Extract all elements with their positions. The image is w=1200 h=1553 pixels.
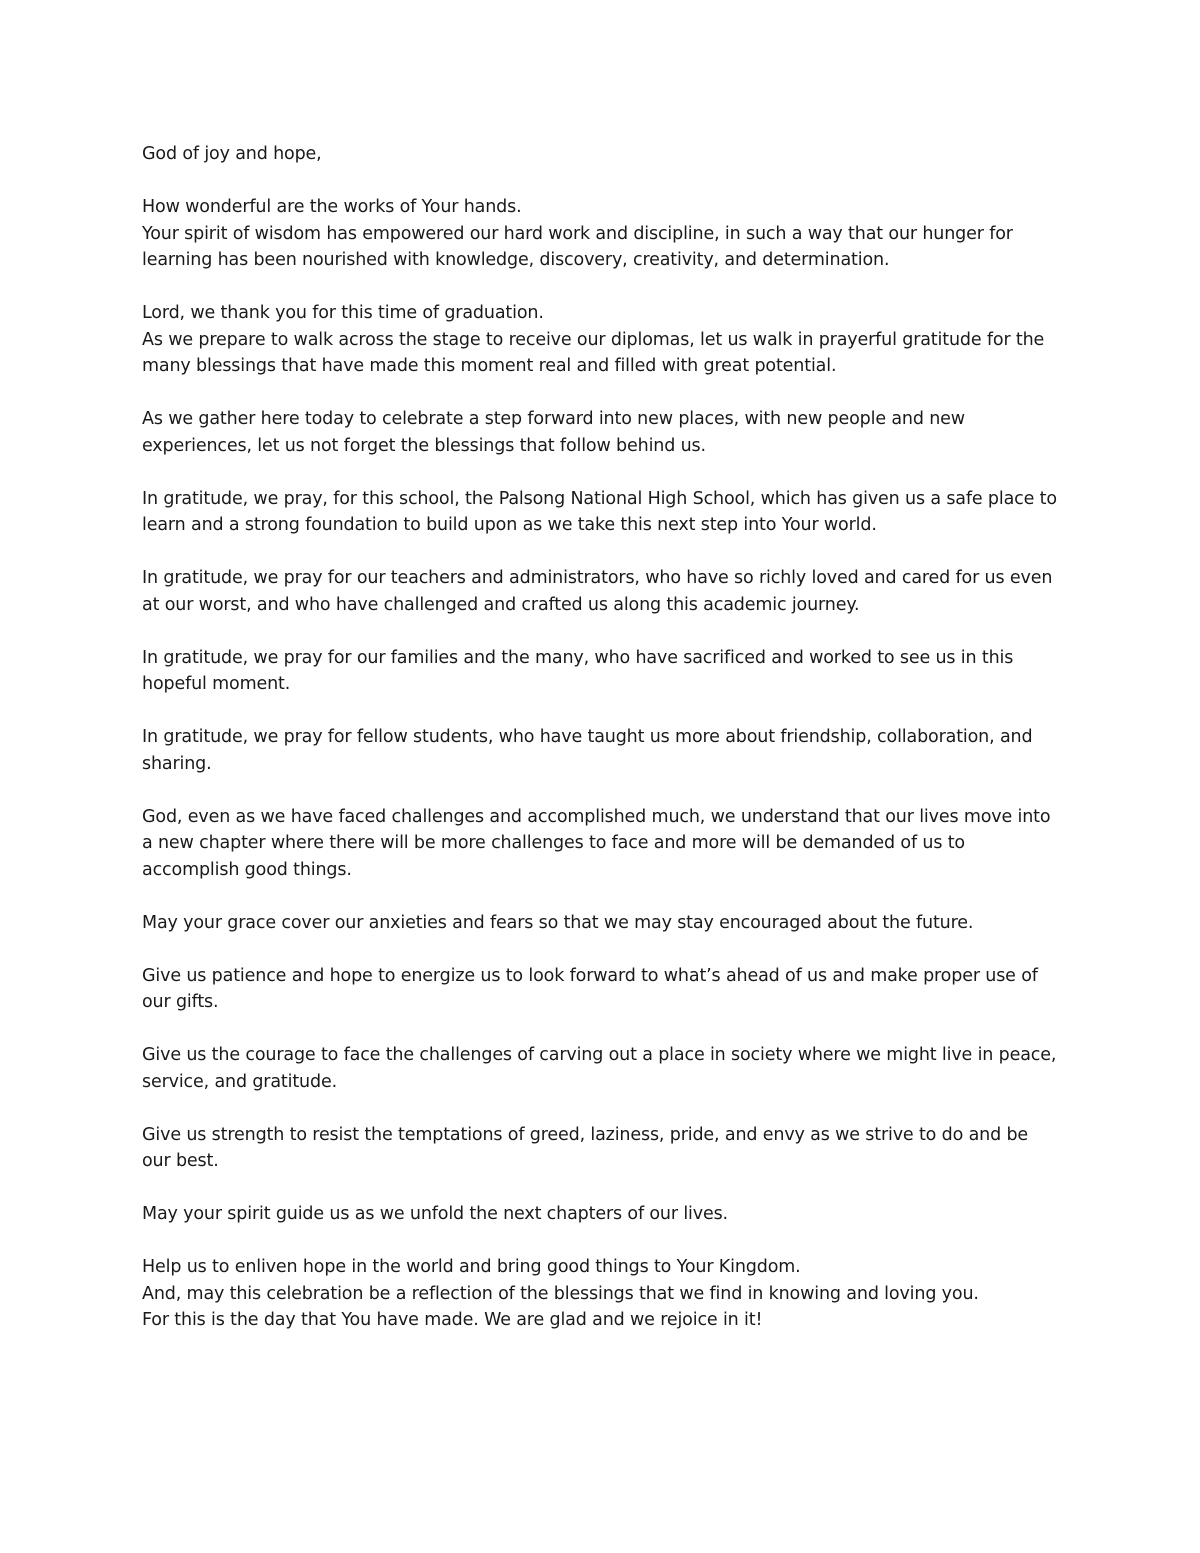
text-line: May your spirit guide us as we unfold the next chapters of our lives.	[142, 1204, 728, 1224]
paragraph	[142, 645, 1072, 698]
text-line: Give us strength to resist the temptations of greed, laziness, pride, and envy as we strive to do and be	[142, 1124, 1029, 1145]
paragraph	[142, 804, 1072, 884]
text-line: And, may this celebration be a reflection of the blessings that we find in knowing and loving you.	[142, 1283, 979, 1304]
text-line: experiences, let us not forget the blessings that follow behind us.	[142, 435, 706, 456]
text-line: a new chapter where there will be more challenges to face and more will be demanded of us to	[142, 833, 965, 853]
text-line: Give us patience and hope to energize us to look forward to what’s ahead of us and make proper use of	[142, 965, 1038, 986]
paragraph	[142, 486, 1072, 539]
paragraph	[142, 565, 1072, 618]
paragraph	[142, 406, 1072, 459]
text-line: learning has been nourished with knowledge, discovery, creativity, and determination.	[142, 250, 890, 270]
paragraph	[142, 300, 1072, 380]
text-line: at our worst, and who have challenged and crafted us along this academic journey.	[142, 594, 860, 615]
text-line: God, even as we have faced challenges and accomplished much, we understand that our lives move into	[142, 806, 1051, 827]
text-line: our best.	[142, 1151, 219, 1171]
text-line: May your grace cover our anxieties and fears so that we may stay encouraged about the future.	[142, 912, 974, 933]
text-line: God of joy and hope,	[142, 144, 322, 164]
prayer-text	[142, 141, 1072, 1360]
text-line: Help us to enliven hope in the world and bring good things to Your Kingdom.	[142, 1257, 801, 1277]
text-line: many blessings that have made this moment real and filled with great potential.	[142, 356, 837, 376]
text-line: For this is the day that You have made. We are glad and we rejoice in it!	[142, 1310, 763, 1330]
paragraph	[142, 963, 1072, 1016]
text-line: How wonderful are the works of Your hands.	[142, 197, 522, 217]
paragraph	[142, 1201, 1072, 1228]
text-line: hopeful moment.	[142, 674, 291, 694]
paragraph-closing	[142, 1254, 1072, 1334]
text-line: service, and gratitude.	[142, 1071, 337, 1092]
text-line: Your spirit of wisdom has empowered our hard work and discipline, in such a way that our hunger for	[142, 223, 1013, 244]
text-line: sharing.	[142, 753, 212, 774]
text-line: our gifts.	[142, 992, 219, 1012]
text-line: Give us the courage to face the challenges of carving out a place in society where we might live in peace,	[142, 1045, 1057, 1065]
paragraph	[142, 194, 1072, 274]
text-line: In gratitude, we pray, for this school, the Palsong National High School, which has given us a safe place to	[142, 488, 1057, 509]
paragraph	[142, 724, 1072, 777]
paragraph-salutation	[142, 141, 1072, 168]
text-line: In gratitude, we pray for our teachers and administrators, who have so richly loved and cared for us even	[142, 568, 1053, 588]
text-line: As we prepare to walk across the stage to receive our diplomas, let us walk in prayerful gratitude for the	[142, 329, 1045, 350]
text-line: As we gather here today to celebrate a step forward into new places, with new people and new	[142, 409, 965, 429]
text-line: learn and a strong foundation to build upon as we take this next step into Your world.	[142, 515, 877, 535]
paragraph	[142, 1042, 1072, 1095]
text-line: In gratitude, we pray for fellow students, who have taught us more about friendship, collaboration, and	[142, 727, 1033, 747]
text-line: accomplish good things.	[142, 859, 352, 880]
text-line: In gratitude, we pray for our families and the many, who have sacrificed and worked to see us in this	[142, 647, 1014, 668]
paragraph	[142, 910, 1072, 937]
text-line: Lord, we thank you for this time of graduation.	[142, 303, 544, 323]
paragraph	[142, 1122, 1072, 1175]
